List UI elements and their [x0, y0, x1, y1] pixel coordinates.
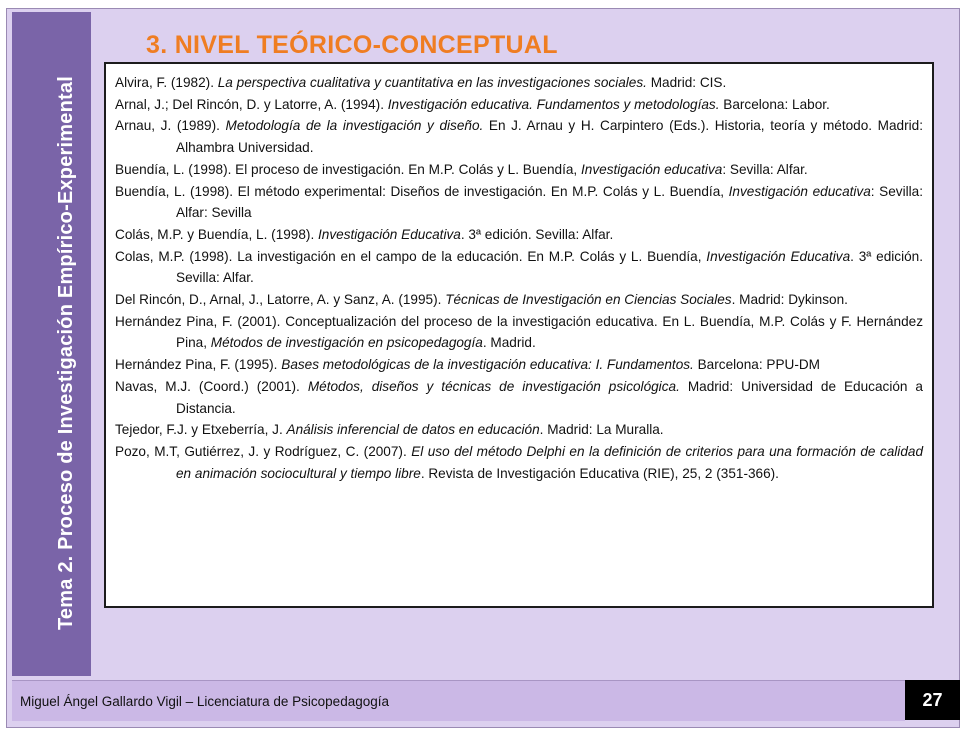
reference-text: . Madrid: La Muralla. [539, 422, 664, 438]
reference-text: . Revista de Investigación Educativa (RIE), 25, 2 (351-366). [420, 465, 779, 481]
reference-title: El uso del método Delphi en la definición de criterios para una formación de calidad en animación sociocultural y tiempo libre [176, 443, 924, 481]
reference-text: . 3ª edición. Sevilla: Alfar. [176, 248, 923, 286]
reference-text: Del Rincón, D., Arnal, J., Latorre, A. y Sanz, A. (1995). [115, 292, 446, 308]
reference-text: Barcelona: Labor. [719, 96, 830, 112]
reference-text: Navas, M.J. (Coord.) (2001). [115, 378, 308, 394]
reference-text: Madrid: CIS. [646, 75, 727, 90]
reference-text: . Madrid: Dykinson. [731, 292, 848, 308]
reference-item [115, 224, 923, 246]
reference-item [115, 311, 923, 354]
reference-text: . Madrid. [482, 335, 536, 351]
reference-title: Investigación Educativa [318, 226, 461, 242]
page-number: 27 [905, 680, 960, 720]
reference-title: Técnicas de Investigación en Ciencias Sociales [445, 292, 732, 308]
reference-title: Investigación educativa. Fundamentos y metodologías. [387, 96, 720, 112]
reference-text: Alvira, F. (1982). [115, 75, 218, 90]
reference-text: Tejedor, F.J. y Etxeberría, J. [115, 422, 287, 438]
reference-title: Métodos de investigación en psicopedagogía [210, 335, 483, 351]
reference-item [115, 419, 923, 441]
reference-title: Investigación educativa [728, 183, 871, 199]
reference-item [115, 441, 923, 484]
reference-text: Buendía, L. (1998). El proceso de investigación. En M.P. Colás y L. Buendía, [115, 161, 581, 177]
reference-title: Bases metodológicas de la investigación educativa: I. Fundamentos. [281, 357, 694, 373]
reference-text: : Sevilla: Alfar: Sevilla [176, 183, 923, 221]
reference-item [115, 376, 923, 419]
sidebar-band [12, 12, 91, 676]
reference-text: Hernández Pina, F. (2001). Conceptualización del proceso de la investigación educativa. En L. Buendía, M.P. Colás y F. Hernández Pina, [115, 313, 923, 351]
footer-author: Miguel Ángel Gallardo Vigil – Licenciatura de Psicopedagogía [20, 694, 389, 709]
reference-text: Barcelona: PPU-DM [693, 357, 821, 373]
reference-text: Arnal, J.; Del Rincón, D. y Latorre, A. (1994). [115, 96, 388, 112]
reference-text: Colas, M.P. (1998). La investigación en el campo de la educación. En M.P. Colás y L. Buendía, [115, 248, 707, 264]
footer-bar [12, 680, 905, 721]
reference-text: Buendía, L. (1998). El método experimental: Diseños de investigación. En M.P. Colás y L. Buendía, [115, 183, 729, 199]
reference-text: Pozo, M.T, Gutiérrez, J. y Rodríguez, C. (2007). [115, 443, 412, 459]
reference-text: Madrid: Universidad de Educación a Distancia. [176, 378, 923, 416]
sidebar-topic-label: Tema 2. Proceso de Investigación Empírico-Experimental [55, 76, 77, 630]
reference-title: Métodos, diseños y técnicas de investigación psicológica. [307, 378, 680, 394]
reference-title: Investigación Educativa [706, 248, 851, 264]
reference-text: En J. Arnau y H. Carpintero (Eds.). Historia, teoría y método. Madrid: Alhambra Universidad. [176, 118, 924, 156]
reference-item [115, 181, 923, 224]
slide-title: 3. NIVEL TEÓRICO-CONCEPTUAL [146, 31, 558, 59]
reference-item [115, 159, 923, 181]
reference-title: La perspectiva cualitativa y cuantitativa en las investigaciones sociales. [217, 75, 647, 90]
reference-text: Hernández Pina, F. (1995). [115, 357, 282, 373]
reference-item [115, 72, 923, 94]
reference-title: Investigación educativa [581, 161, 723, 177]
reference-title: Análisis inferencial de datos en educación [286, 422, 540, 438]
reference-text: Arnau, J. (1989). [115, 118, 226, 134]
reference-item [115, 94, 923, 116]
reference-item [115, 115, 923, 158]
reference-text: . 3ª edición. Sevilla: Alfar. [460, 226, 614, 242]
references-box [104, 62, 934, 608]
reference-text: : Sevilla: Alfar. [722, 161, 808, 177]
reference-item [115, 246, 923, 289]
reference-item [115, 289, 923, 311]
reference-text: Colás, M.P. y Buendía, L. (1998). [115, 226, 319, 242]
reference-item [115, 354, 923, 376]
reference-title: Metodología de la investigación y diseño. [225, 118, 484, 134]
